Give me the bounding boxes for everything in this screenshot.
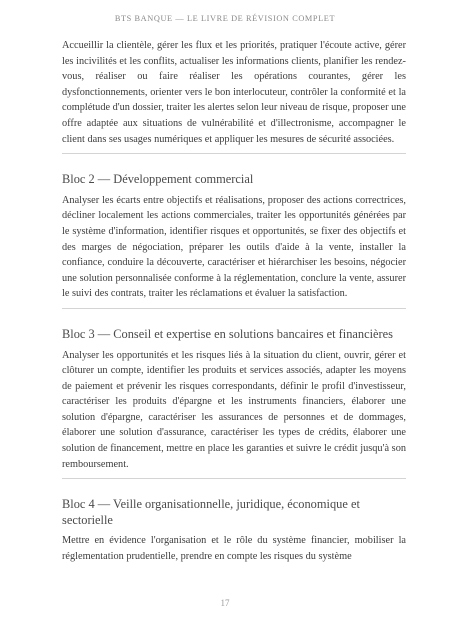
paragraph-bloc-4: Mettre en évidence l'organisation et le rôle du système financier, mobiliser la réglementation prudentielle, prendre en compte les risques du système bbox=[62, 535, 406, 563]
section-divider bbox=[62, 308, 406, 309]
heading-bloc-3: Bloc 3 — Conseil et expertise en solutions bancaires et financières bbox=[62, 326, 394, 341]
paragraph-bloc-2: Analyser les écarts entre objectifs et réalisations, proposer des actions correctrices, décliner localement les actions commerciales, traiter les opportunités générées par le système d'information, identifier risques et opportunités, se fixer des objectifs et des marges de négociation, préparer les outils d'aide à la vente, installer la confiance, conduire la découverte, caractériser et hiérarchiser les besoins, négocier une solution personnalisée conforme à la réglementation, conclure la vente, assurer le suivi des contrats, traiter les réclamations et évaluer la satisfaction. bbox=[62, 194, 406, 300]
section-divider bbox=[62, 153, 406, 154]
heading-bloc-4: Bloc 4 — Veille organisationnelle, juridique, économique et sectorielle bbox=[62, 497, 360, 527]
page-body bbox=[62, 38, 406, 565]
page-number: 17 bbox=[220, 598, 230, 608]
heading-bloc-2: Bloc 2 — Développement commercial bbox=[62, 172, 254, 187]
running-header: BTS BANQUE — LE LIVRE DE RÉVISION COMPLET bbox=[114, 14, 336, 23]
paragraph-bloc-3: Analyser les opportunités et les risques liés à la situation du client, ouvrir, gérer et clôturer un compte, identifier les produits et services associés, adapter les moyens de paiement et prévenir les risques correspondants, définir le profil d'investisseur, caractériser les produits d'épargne et les instruments financiers, élaborer une solution d'épargne, caractériser les assurances de personnes et de dommages, élaborer une solution d'assurance, caractériser les types de crédits, élaborer une solution de financement, mettre en place les garanties et suivre le crédit jusqu'à son remboursement. bbox=[62, 349, 406, 470]
section-divider bbox=[62, 478, 406, 479]
paragraph-bloc-1-continued: Accueillir la clientèle, gérer les flux et les priorités, pratiquer l'écoute active, gérer les incivilités et les conflits, actualiser les informations clients, planifier les rendez-vous, réaliser ou faire réaliser les opérations courantes, gérer les dysfonctionnements, orienter vers le bon interlocuteur, contrôler la conformité et la complétude d'un dossier, traiter les alertes selon leur niveau de risque, proposer une offre adaptée aux situations de vulnérabilité et d'illectronisme, accompagner le client dans ses usages numériques et appliquer les mesures de sécurité associées. bbox=[62, 40, 406, 145]
